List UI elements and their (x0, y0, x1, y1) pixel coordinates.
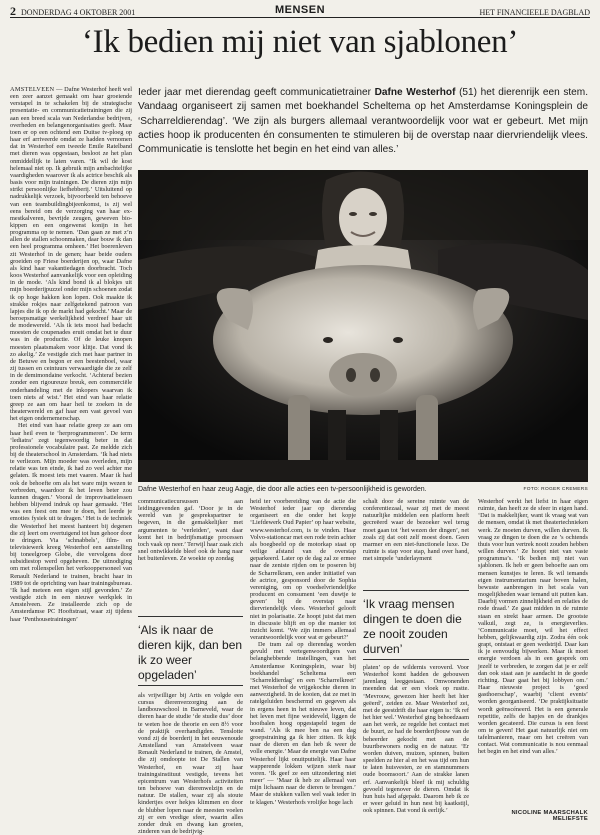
pull-quote: ‘Als ik naar de dieren kijk, dan ben ik zo weer opgeladen’ (138, 616, 243, 686)
article-column-3 (250, 498, 356, 826)
column-text: platen’ op de wildernis veroverd. Voor Westerhof komt hadden de gebouwen jarenlang leeggestaan. Omwonenden meenden dat er een vloek op rustte. ‘Mevrouw, gewezen hier heeft het hier geëerd’, zeiden ze. Maar Westerhof zei, met de geestdrift die haar eigen is: ‘Ik ref het hier wel.’ Westerhof ging behoedzaam aan het werk, ze regelde het contact met de buurt, ze had de boerderijbouw van de beheerder gekocht met aan de buurtbewoners nodig en de natuur. ‘Er worden duiven, muizen, spinnen, buiten speelden ze hier al en het was tijd om hun te laten huisvesten, ze en stamnummers oude boomsoort.’ Aan de strakke lanen erf. Aanvankelijk bleef ik mij schuldig gevoeld tegenover de dieren. Omdat ik hun huis had afgepakt. Daarom heb ik ze er weer geluid in hun nest bij kaatkstijl, ook spinnen. Dat vond ik eerlijk.’ (363, 664, 469, 815)
column-text: als vrijwilliger bij Artis en volgde een cursus dierenverzorging aan de landbouwschool in Barneveld, waar de dieren haar de studie ‘de studie dus’ door te weten hoe de theorie en een 8½ voor de praktijk overhandigden. Tenslotte vond zij de boerderij in het eeuwenoude Amstelland van Amstelveen waar Renault Nederland te trainen, de Amstel, die zij omdoopte tot De Stallen van Westerhof, en waar zij haar trainingsinstituut vestigde, tevens het epicentrum van Westerhofs activiteiten ten behoeve van dierenwelzijn en de natuur. De stallen, waar zij als stoute kindertjes over hekjes klimmen en door de blubber lopen naar de meesten voelen zij er een vredige sfeer, waarin alles zonder druk en dwang kan groeien, zinderen van de bedrijvig- (138, 692, 243, 835)
intro-name: Dafne Westerhof (374, 87, 456, 98)
article-column-5 (478, 498, 588, 806)
article-column-1 (10, 86, 132, 826)
newspaper-name: HET FINANCIEELE DAGBLAD (479, 8, 590, 17)
page-info (10, 5, 135, 17)
author-signature: NICOLINE MAARSCHALK MELIEFSTE (511, 810, 588, 822)
section-title: MENSEN (274, 4, 326, 16)
article-column-4-bottom (363, 664, 469, 826)
pull-quote: ‘Ik vraag mensen dingen te doen die ze nooit zouden durven’ (363, 590, 469, 660)
column-text: communicatiecursussen aan leidinggevenden gaf. ‘Door je in de wereld van je gesprekspartner te begeven, in die gemakkelijker met argumenten te ‘verleiden’, want daar komt het in bedrijfsmatige processen toch vaak op neer.’ Terwijl haar zaak zich snel ontwikkelde bleef ook de hang naar het buitenleven. Ze woekte op zondag (138, 498, 243, 563)
headline: ‘Ik bedien mij niet van sjablonen’ (81, 24, 519, 60)
article-column-2-top (138, 498, 243, 610)
column-text: — Dafne Westerhof heeft wel een zeer aanzet gemaakt om haar groeiende verstapel in te schakelen bij de strategische presentatie- en communicatietrainingen die zij aan een breed scala van Nederlandse bedrijven, overheden en belangenorganisaties geeft. Maar toen er op een ochtend een Duitse tv-ploeg op haar erf arriveerde omdat ze hadden vernomen dat in Westerhof een tweede Emile Ratelband met dieren was opgestaan, besloot ze het plan onmiddellijk te laten varen. ‘Ik wil de kost helemaal niet op. Ik gebruik mijn ambachtelijke vaardigheden waarover ik als actrice beschik als basis voor mijn trainingen. De dieren zijn mijn strikt persoonlijke liefhebberij.’ Uitsluitend op nadrukkelijk verzoek, bijvoorbeeld ten behoeve van een teambuildingbijeenkomst, is zij wel eens bereid om de verzorging van haar ex-mestkalveren, bevrijde zeugen, geweven bio-kippen en een ongewenst konijn in het programma op te nemen. ‘Dan gaan ze met z’n allen de stallen schoonmaken, daar bouw ik dan een heel programma omheen.’ Het boerenleven zit Westerhof in de genen; haar beide ouders groeiden op Friese boerderijen op, waar Dafne als kind haar vakantiedagen doorbracht. Toch koos Westerhof aanvankelijk voor een opleiding in de mode. ‘Als kind bond ik al blokjes uit mijn boerderijpuzzel onder mijn schoenen zodat ik op hoge hakken kon lopen. Ook maakte ik strakke rokjes naar zelfgetekend patroon van lapjes die ik op de markt had gekocht.’ Maar de beroepsmatige werkelijkheid verdreef haar uit de modewereld. ‘Als ik iets mooi had bedacht moesten de coupenades eruit omdat het te duur was in de productie. Of de leuke knopen moesten plaatsmaken voor klitje. Dat vond ik zo akelig.’ Ze vestigde zich met haar partner in de Betuwe en begon er een beestenboel, waar zij tussen en ceintuurs verwaardigde die ze zelf in de demimondaine verkocht. ‘Achteraf bezien zonder een rigoureuze breuk, een commerciële onderhandeling met de inkopers waarvan ik toen niets af wist.’ Het eind van haar relatie greep ze aan om haar heil te zoeken in de theaterwereld en gaf haar een vast gevoel van het eigen ondernemerschap. (10, 86, 132, 423)
article-photo (138, 170, 588, 482)
masthead (10, 4, 590, 18)
article-column-4-top (363, 498, 469, 582)
column-text: heid ter voorbereiding van de actie die Westerhof ieder jaar op dierendag organiseert en die onder het kopje ‘Liefdewerk Oud Papier’ op haar website, www.westerhof.com, is te vinden. Haar Volvo-stationcar met een rode trein achter als boegbeeld op de motorkap staat op veilige afstand van de overstap geparkeerd. Later op de dag zal ze ermee naar de zeniste rijden om te poseren bij de Scharrelkram, een ander initiatief van de actrice, gesponsord door de Sophia vereniging, om op voedselvriendelijke producent en consument ‘een duwtje te geven’ bij de overstap naar diervriendelijk vlees. Westerhof gelooft niet in polarisatie. Ze hoopt juist dat men in discussie blijft en op die manier tot inzicht komt. ‘We zijn immers allemaal verantwoordelijk voor wat er gebeurt?’ (250, 498, 356, 641)
column-text: Het eind van haar relatie greep ze aan om haar heil even te ‘herprogrammeren’. De term ‘lediatra’ zegt tegenwoordig beter in dat professionele vocabulaire past. Ze meldde zich bij de theaterschool in Amsterdam. ‘Ik had niets te verliezen. Mijn moeder was overleden, mijn relatie was ten einde, ik had zo veel achter me gelaten. Ik moest iets met vaaren. Maar ik had ook de behoefte om als het ware mijn wezen te verbreden, waardoor ik het leven beter zou kunnen dragen.’ Vooral de improvisatielessen hebben blijvend indruk op haar gemaakt. ‘Het was een feest om mee te doen, het leerde je emoties fysiek uit te dragen.’ Het is de techniek die Westerhof het meest hanteert bij degenen die zij leert om overtuigend tot hun gehoor door te dringen. Via ‘schnabbels’, film- en televisiewerk kreeg Westerhof een aanstelling bij toneelgroep Globe, die vervolgens door subsidiestop werd opgeheven. De uitnodiging om met rollenspellen het verkooppersoneel van Renault Nederland te trainen, bracht haar in 1989 tot de oprichting van haar trainingsbureau. ‘Ik had meteen een eigen stijl gevonden.’ Ze vestigde zich in een nieuwe werkplek in Amstelveen. Ze installeerde zich op de Amsterdamse PC Hooftstraat, waar zij tijdens haar ‘Penthousetrainingen’ (10, 422, 132, 623)
photo-caption: Dafne Westerhof en haar zeug Aagje, die door alle acties een tv-persoonlijkheid is geworden. FOTO: ROGER CREMERS (138, 486, 588, 493)
photo-woman-with-pig (138, 170, 588, 482)
page-number: 2 (10, 4, 16, 18)
column-text: schalt door de sereine ruimte van de conferentiezaal, waar zij met de meest natuurlijke middelen een platform heeft gecreëerd waar de bezoeker wel terug moet gaan tot ‘het wezen der dingen’, net zoals zij dat ooit zelf moest doen. Geen marmer en een niet-functionele luxe. De ruimte is stap voor stap, hand over hand, met simpele ‘underlayment (363, 498, 469, 563)
article-column-2-bottom (138, 692, 243, 835)
column-text: Westerhof werkt het liefst in haar eigen ruimte, dan heeft ze de sfeer in eigen hand. ‘Dat is makkelijker, want ik vraag wat van de mensen, omdat ik met theatertechnieken werk. Ze moeten durven, willen durven. Ik vraag ze dingen te doen die ze ’s ochtends thuis voor hun vertrek nooit zouden hebben willen durven.’ Ze hoopt niet van vaste programma’s. ‘Ik bedien mij niet van sjablonen. Ik heb er geen behoefte aan om mensen kunstjes te leren. Ik wil iemands eigen instrumentarium naar boven halen, bewuste aanbrengen in het scala van mogelijkheden waar iemand uit putten kan. Daarbij vormen zinnelijkheid en relaties de rode draad.’ Ze gaat midden in de ruimte staan en strekt haar armen. De grootste valkuil, zegt ze, is energieverlies. ‘Communicatie moet, wil het effect hebben, gelijkwaardig zijn. Zodra één ook grapt, ontstaat er geen wedstrijd. Daar kan ik je eenvoudig bijwerken. Maar ik moet energie verdoen als in een gesprek om jezelf te verbreden, te zorgen dat je er zelf dan ook staat aan je aandacht in de goede richting. Daar gaat het bij lobbyen om.’ Haar nieuwste project is ‘goed gasthoerschap’, waarbij ‘client events’ worden georganiseerd. ‘De praktijksituatie wordt geënscéneerd. Het is een generale repetitie, zelfs de hapjes en de drankjes worden gecateerd. Die cursus is een feest om te geven! Het gaat natuurlijk niet om tafelmanieren, maar om het creëren van contact. Wat communicatie is nou eenmaal het begin en het eind van alles.’ (478, 498, 588, 756)
column-text: De tram zal op dierendag worden gevuld met vertegenwoordigers van belanghebbende instellingen, van het Amsterdamse Koningsplein, waar bij boekhandel Scheltema een ‘Scharreldierdag’ en een ‘Scharrelkreet’ met Westerhof de vrijgekochte dieren in aanwezigheid. In de kooien, dat ze met in ratelgeluiden beschermd en gegeven als in ergens heen in het nieuwe leven, dat het leven met fijne weideveld, liggen de hooibalen hoog opgestapeld tegen de wand. ‘Als ik mee ben na een dag groepstraining ga ik hier zitten. Ik kijk naar de dieren en dan heb ik weer de volle energie.’ Maar de energie van Dafne Westerhof lijkt onuitputtelijk. Haar haar wapperende lokken wijzen sterk naar voren. ‘Ik geef ze een uitzondering niet meer’ — ‘Maar ik heb ze allemaal van mijn lichaam naar de dieren te brengen.’ Maar de stukken vallen wel vaak ieder in te klagen.’ Westerhofs vrolijke hoge lach (250, 641, 356, 806)
issue-date: DONDERDAG 4 OKTOBER 2001 (21, 8, 136, 17)
article-intro: Ieder jaar met dierendag geeft communicatietrainer Dafne Westerhof (51) het dierenrijk een stem. Vandaag organiseert zij samen met boekhandel Scheltema op het Amsterdamse Koningsplein de ‘Scharreldierendag’. ‘We zijn als burgers allemaal verantwoordelijk voor wat er gebeurt. Met mijn acties hoop ik producenten én consumenten te stimuleren bij de overstap naar diervriendelijk vlees. Communicatie is tenslotte het begin en het eind van alles.’ (138, 87, 589, 156)
photo-credit: FOTO: ROGER CREMERS (523, 487, 588, 492)
dateline: AMSTELVEEN (10, 86, 55, 93)
